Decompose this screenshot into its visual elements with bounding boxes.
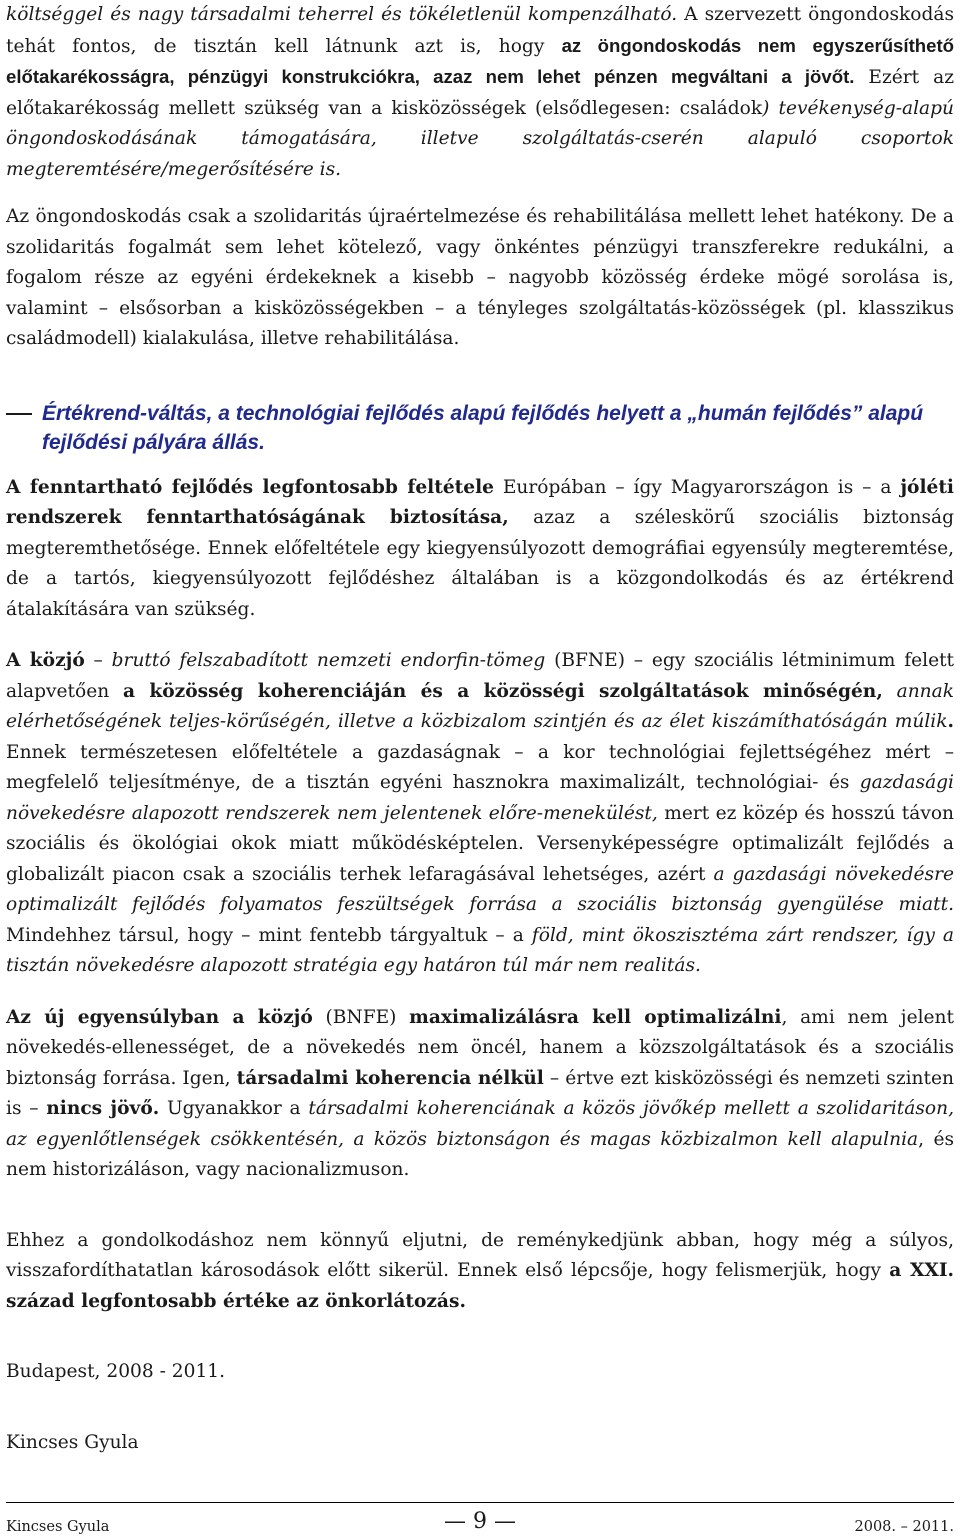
bold-statement: a közösség koherenciáján és a közösségi szolgáltatások minőségén, [122, 680, 883, 702]
italic-run: föld, mint ökoszisztéma zárt rendszer, így a tisztán növekedésre alapozott stratégia egy határon túl már nem realitás. [6, 924, 955, 976]
italic-run: ) tevékenység-alapú öngondoskodásának támogatására, illetve szolgáltatás-cserén alapuló csoportok megteremtésére/megerősítésére is. [6, 97, 954, 180]
text-run: Európában – így Magyarországon is – a [493, 476, 901, 498]
text-run: Ehhez a gondolkodáshoz nem könnyű eljutni, de reménykedjünk abban, hogy még a súlyos, visszafordíthatatlan károsodások előtt sikerül. Ennek első lépcsője, hogy felismerjük, hogy [6, 1229, 954, 1281]
italic-run: társadalmi koherenciának a közös jövőkép mellett a szolidaritáson, az egyenlőtlenségek csökkentésén, a közös biztonságon és magas közbizalmon kell alapulnia [6, 1098, 954, 1150]
text-run: Mindehhez társul, hogy – mint fentebb tárgyaltuk – a [6, 924, 532, 946]
bold-statement: jóléti rendszerek fenntarthatóságának biztosítása, [6, 476, 954, 528]
text-run [883, 681, 897, 702]
italic-run: annak elérhetőségének teljes-körűségén, illetve a közbizalom szintjén és az élet kiszámíthatóságán múlik [6, 680, 954, 732]
footer-years: 2008. – 2011. [854, 1519, 954, 1535]
paragraph-self-care [6, 0, 954, 185]
bold-statement: társadalmi koherencia nélkül [236, 1067, 544, 1089]
paragraph-sustainable-development [6, 473, 954, 626]
page-footer [6, 1502, 954, 1537]
text-run: költséggel és nagy társadalmi teherrel és tökéletlenül kompenzálható. [6, 4, 678, 25]
text-run: Ennek természetesen előfeltétele a gazdaságnak – a kor technológiai fejlettségéhez mért – megfelelő teljesítménye, de a tisztán egyéni hasznokra maximalizált, technológiai- és [6, 741, 954, 793]
place-date: Budapest, 2008 - 2011. [6, 1361, 226, 1382]
paragraph-new-balance [6, 1003, 954, 1186]
italic-run: gazdasági növekedésre alapozott rendszerek nem jelentenek előre-menekülést, [6, 772, 954, 824]
footer-author: Kincses Gyula [6, 1519, 110, 1535]
text-run: Ugyanakkor a [159, 1098, 309, 1119]
text-run: – [84, 650, 112, 671]
section-heading-text: Értékrend-váltás, a technológiai fejlődés alapú fejlődés helyett a „humán fejlődés” alapú fejlődési pályára állás. [42, 401, 924, 454]
bold-statement: Az új egyensúlyban a közjó [6, 1006, 313, 1028]
text-run: , és nem historizáláson, vagy nacionalizmuson. [6, 1128, 954, 1180]
text-run: , ami nem jelent növekedés-ellenességet, de a növekedés nem öncél, hanem a közszolgáltatások és a szociális biztonság forrása. Igen, [6, 1006, 954, 1089]
text-run: Ezért az előtakarékosság mellett szükség van a kisközösségek (elsődlegesen: családok [6, 67, 954, 119]
paragraph-common-good [6, 646, 954, 982]
text-run: mert ez közép és hosszú távon szociális és ökológiai okok miatt működésképtelen. Versenyképességre optimalizált fejlődés a globalizált piacon csak a szociális terhek lefaragásával lehetséges, azért [6, 802, 954, 885]
paragraph-conclusion [6, 1226, 954, 1318]
italic-run: a gazdasági növekedésre optimalizált fejlődés folyamatos feszültségek forrása a szociális biztonság gyengülése miatt. [6, 863, 954, 915]
section-heading [6, 399, 954, 457]
text-run: A szervezett öngondoskodás tehát fontos, de tisztán kell látnunk azt is, hogy [6, 4, 955, 57]
text-run: . [947, 711, 954, 732]
signature: Kincses Gyula [6, 1431, 139, 1453]
bold-statement: nincs jövő. [46, 1098, 160, 1119]
bold-statement: A közjó [6, 650, 85, 671]
document-body [6, 0, 954, 1458]
text-run: azaz a széleskörű szociális biztonság megteremthetősége. Ennek előfeltétele egy kiegyensúlyozott demográfiai egyensúly megteremtése, de a tartós, kiegyensúlyozott fejlődéshez általában is a közgondolkodás és az értékrend átalakítására van szükség. [6, 507, 954, 620]
paragraph-solidarity [6, 202, 954, 355]
bold-statement: az öngondoskodás nem egyszerűsíthető előtakarékosságra, pénzügyi konstrukciókra, azaz nem lehet pénzen megváltani a jövőt. [6, 34, 955, 87]
text-run: (BNFE) [312, 1006, 410, 1028]
bold-statement: maximalizálásra kell optimalizálni [409, 1006, 782, 1028]
text-run: (BFNE) – egy szociális létminimum felett alapvetően [6, 650, 955, 702]
dash-bullet-icon [6, 413, 32, 415]
bold-statement: a XXI. század legfontosabb értéke az önkorlátozás. [6, 1260, 954, 1312]
footer-page-number: — 9 — [444, 1509, 516, 1534]
text-run: Az öngondoskodás csak a szolidaritás újraértelmezése és rehabilitálása mellett lehet hatékony. De a szolidaritás fogalmát sem lehet kötelező, vagy önkéntes pénzügyi transzferekre redukálni, a fogalom része az egyéni érdekeknek a kisebb – nagyobb közösség érdeke mögé sorolása is, valamint – elsősorban a kisközösségekben – a tényleges szolgáltatás-közösségek (pl. klasszikus családmodell) kialakulása, illetve rehabilitálása. [6, 206, 954, 349]
text-run: – értve ezt kisközösségi és nemzeti szinten is – [6, 1067, 954, 1119]
bold-statement: A fenntartható fejlődés legfontosabb feltétele [6, 476, 494, 498]
italic-run: bruttó felszabadított nemzeti endorfin-tömeg [111, 650, 546, 671]
